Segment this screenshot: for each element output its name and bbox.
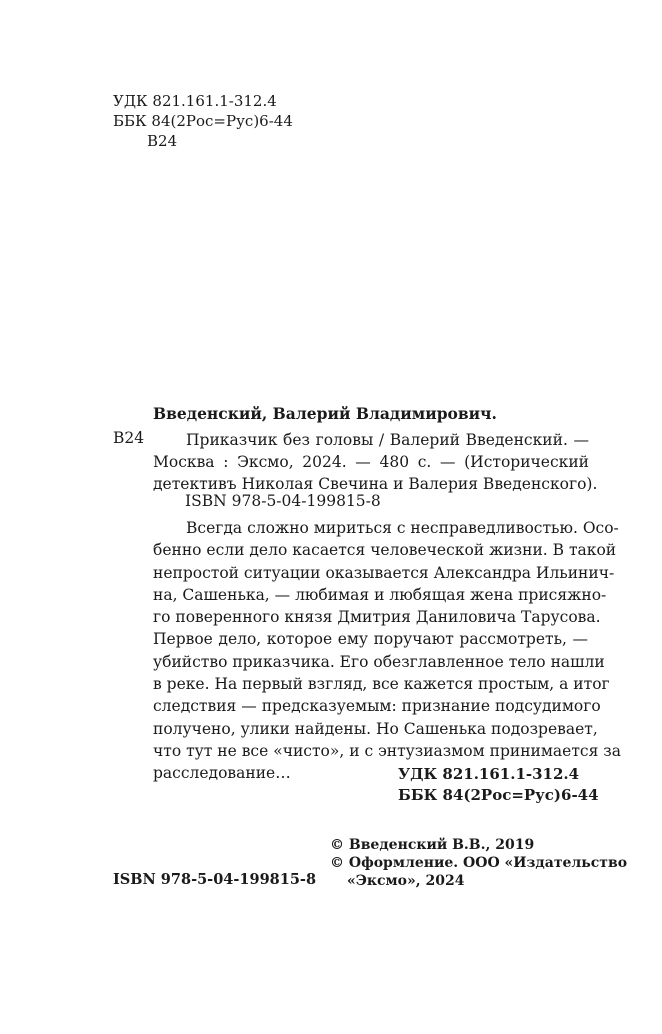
annotation-line: получено, улики найдены. Но Сашенька подозревает, (153, 719, 598, 738)
top-udk: УДК 821.161.1-312.4 (113, 92, 277, 110)
annotation-line: расследование… (153, 764, 291, 783)
annotation-line: в реке. На первый взгляд, все кажется простым, а итог (153, 675, 610, 694)
top-bbk: ББК 84(2Рос=Рус)6-44 (113, 112, 293, 130)
annotation (153, 517, 621, 785)
annotation-line: го поверенного князя Дмитрия Даниловича Тарусова. (153, 608, 601, 627)
annotation-line: следствия — предсказуемым: признание подсудимого (153, 697, 601, 716)
annotation-line: что тут не все «чисто», и с энтузиазмом принимается за (153, 741, 621, 760)
bottom-udk: УДК 821.161.1-312.4 (398, 765, 580, 783)
annotation-line: Первое дело, которое ему поручают рассмотреть, — (153, 630, 588, 649)
annotation-line: на, Сашенька, — любимая и любящая жена присяжно- (153, 585, 607, 604)
isbn-bottom: ISBN 978-5-04-199815-8 (113, 871, 317, 888)
annotation-line: Всегда сложно мириться с несправедливостью. Осо- (186, 519, 619, 537)
record-line: Приказчик без головы / Валерий Введенский. — (186, 431, 589, 449)
bottom-bbk: ББК 84(2Рос=Рус)6-44 (398, 786, 599, 804)
record-line: детективъ Николая Свечина и Валерия Введенского). (153, 475, 598, 493)
copyright-author: © Введенский В.В., 2019 (330, 837, 535, 853)
record-code: В24 (113, 429, 145, 447)
record-line: Москва : Эксмо, 2024. — 480 с. — (Исторический (153, 453, 589, 471)
record-author: Введенский, Валерий Владимирович. (153, 404, 497, 423)
annotation-line: непростой ситуации оказывается Александра Ильинич- (153, 563, 615, 582)
record-description (153, 429, 598, 495)
copyright-design: © Оформление. ООО «Издательство (330, 855, 628, 871)
annotation-line: бенно если дело касается человеческой жизни. В такой (153, 541, 617, 560)
copyright-publisher: «Эксмо», 2024 (347, 873, 465, 889)
annotation-line: убийство приказчика. Его обезглавленное тело нашли (153, 652, 605, 671)
record-isbn: ISBN 978-5-04-199815-8 (185, 492, 381, 510)
top-author-mark: В24 (147, 132, 178, 150)
